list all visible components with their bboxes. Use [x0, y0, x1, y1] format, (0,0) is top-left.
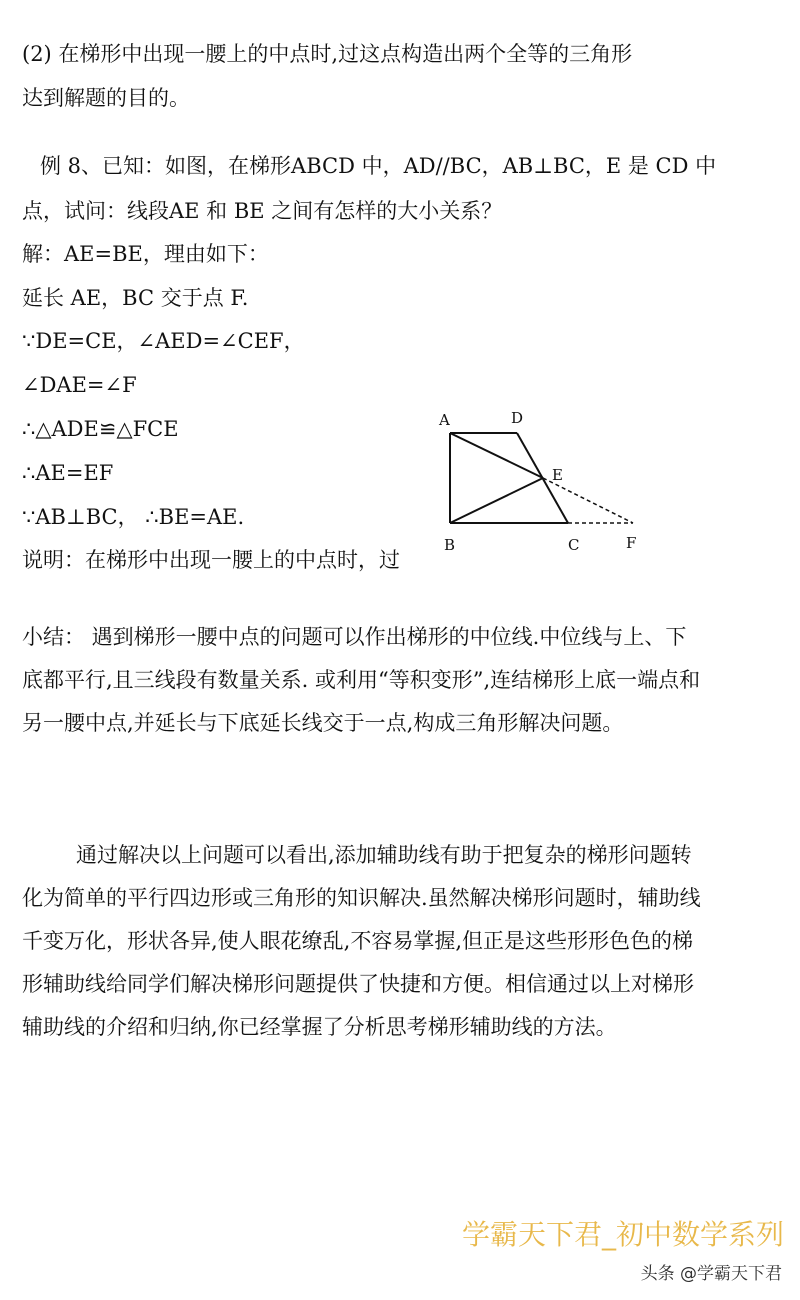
segment-ef-dashed [543, 478, 633, 523]
label-f: F [626, 534, 637, 552]
solution-line: 延长 AE，BC 交于点 F. [22, 286, 249, 310]
label-e: E [552, 466, 563, 484]
example-line-1: 例 8、已知：如图，在梯形ABCD 中，AD//BC，AB⊥BC，E 是 CD 中 [40, 154, 717, 178]
solution-line: ∴AE=EF [22, 461, 114, 485]
label-a: A [439, 411, 450, 429]
solution-note: 说明：在梯形中出现一腰上的中点时，过 [22, 548, 400, 572]
solution-line: ∵AB⊥BC， ∴BE=AE. [22, 505, 245, 529]
label-b: B [444, 536, 456, 554]
intro-line-1: (2) 在梯形中出现一腰上的中点时,过这点构造出两个全等的三角形 [22, 42, 633, 66]
label-c: C [568, 536, 580, 554]
segment-be [450, 478, 543, 523]
series-title: 学霸天下君_初中数学系列 [462, 1218, 785, 1251]
trapezoid-diagram [430, 400, 650, 560]
solution-line: ∴△ADE≌△FCE [22, 417, 179, 441]
solution-line: 解：AE=BE，理由如下： [22, 242, 269, 266]
watermark: 头条 @学霸天下君 [640, 1264, 782, 1284]
example-line-2: 点，试问：线段AE 和 BE 之间有怎样的大小关系？ [22, 199, 503, 223]
summary-paragraph: 小结： 遇到梯形一腰中点的问题可以作出梯形的中位线.中位线与上、下底都平行,且三线段有数量关系. 或利用“等积变形”,连结梯形上底一端点和另一腰中点,并延长与下底延长线交于一点,构成三角形解决问题。 [22, 625, 701, 735]
solution-line: ∵DE=CE，∠AED=∠CEF， [22, 329, 305, 353]
conclusion-paragraph: 通过解决以上问题可以看出,添加辅助线有助于把复杂的梯形问题转化为简单的平行四边形或三角形的知识解决.虽然解决梯形问题时，辅助线千变万化，形状各异,使人眼花缭乱,不容易掌握,但正是这些形形色色的梯形辅助线给同学们解决梯形问题提供了快捷和方便。相信通过以上对梯形辅助线的介绍和归纳,你已经掌握了分析思考梯形辅助线的方法。 [22, 843, 701, 1039]
intro-line-2: 达到解题的目的。 [22, 86, 190, 110]
label-d: D [511, 409, 524, 427]
solution-line: ∠DAE=∠F [22, 373, 137, 397]
